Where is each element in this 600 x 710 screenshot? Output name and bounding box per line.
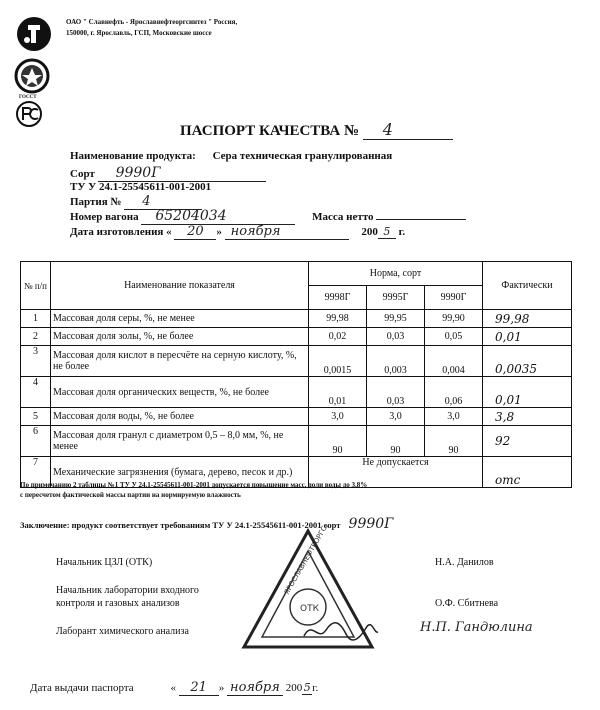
date-label: Дата изготовления « xyxy=(70,226,172,238)
table-row xyxy=(21,346,572,377)
row-name: Массовая доля кислот в пересчёте на серную кислоту, %, не более xyxy=(51,346,309,377)
footnote-line-1: По примечанию 2 таблицы №1 ТУ У 24.1-25545611-001-2001 допускается повышение масс. доли воды до 3.8% xyxy=(20,481,368,489)
role-2b: контроля и газовых анализов xyxy=(56,598,180,609)
stamp-center-text: ОТК xyxy=(300,604,319,614)
table-row xyxy=(21,328,572,346)
row-name: Массовая доля гранул с диаметром 0,5 – 8,0 мм, %, не менее xyxy=(51,426,309,457)
row-norm-3: 3,0 xyxy=(425,408,483,426)
row-actual: 0,01 xyxy=(483,377,572,408)
table-row xyxy=(21,408,572,426)
header-norm: Норма, сорт xyxy=(309,262,483,286)
row-name: Массовая доля органических веществ, %, не более xyxy=(51,377,309,408)
grade-label: Сорт xyxy=(70,168,95,180)
company-line-1: ОАО " Славнефть - Ярославнефтеоргсинтез " Россия, xyxy=(66,18,238,26)
row-name: Массовая доля воды, %, не более xyxy=(51,408,309,426)
grade-value: 9990Г xyxy=(98,165,266,182)
conclusion-text: Заключение: продукт соответствует требованиям ТУ У 24.1-25545611-001-2001 сорт xyxy=(20,520,341,530)
row-actual: 3,8 xyxy=(483,408,572,426)
row-norm-1: 0,0015 xyxy=(309,346,367,377)
issue-g: г. xyxy=(312,682,319,694)
header-actual: Фактически xyxy=(483,262,572,310)
row-norm-3: 0,06 xyxy=(425,377,483,408)
issue-label: Дата выдачи паспорта xyxy=(30,682,134,694)
date-year-prefix: 200 xyxy=(361,226,378,238)
role-2a: Начальник лаборатории входного xyxy=(56,585,199,596)
manufacture-date-row: Дата изготовления « 20 » ноября 200 5 г. xyxy=(70,224,406,239)
footnote-line-2: с пересчетом фактической массы партии на нормируемую влажность xyxy=(20,491,241,499)
row-norm-3: 90 xyxy=(425,426,483,457)
date-month: ноября xyxy=(225,224,349,240)
row-norm-2: 0,03 xyxy=(367,377,425,408)
net-mass-value xyxy=(376,209,466,220)
role-1: Начальник ЦЗЛ (ОТК) xyxy=(56,557,153,568)
title-text: ПАСПОРТ КАЧЕСТВА № xyxy=(180,123,360,139)
issue-month: ноября xyxy=(227,680,283,696)
row-actual: 99,98 xyxy=(483,310,572,328)
row-name: Механические загрязнения (бумага, дерево, песок и др.) xyxy=(51,457,309,488)
row-no: 4 xyxy=(21,377,51,408)
wagon-row xyxy=(70,208,466,225)
row-norm-2: 90 xyxy=(367,426,425,457)
quality-table xyxy=(20,261,572,488)
row-norm-1: 99,98 xyxy=(309,310,367,328)
row-norm-2: 0,03 xyxy=(367,328,425,346)
table-row xyxy=(21,426,572,457)
company-line-2: 150000, г. Ярославль, ГСП, Московские шоссе xyxy=(66,29,212,37)
stamp-text xyxy=(283,525,378,596)
header-name: Наименование показателя xyxy=(51,262,309,310)
row-norm-1: 0,02 xyxy=(309,328,367,346)
table-row xyxy=(21,310,572,328)
header-grade-1: 9998Г xyxy=(309,286,367,310)
row-norm-2: 99,95 xyxy=(367,310,425,328)
row-name: Массовая доля золы, %, не более xyxy=(51,328,309,346)
batch-label: Партия № xyxy=(70,196,122,208)
issue-year-prefix: 200 xyxy=(285,682,303,694)
row-norm-1: 90 xyxy=(309,426,367,457)
row-name: Массовая доля серы, %, не менее xyxy=(51,310,309,328)
net-mass-label: Масса нетто xyxy=(312,211,374,223)
header-grade-3: 9990Г xyxy=(425,286,483,310)
name-1: Н.А. Данилов xyxy=(435,557,494,568)
row-actual: отс xyxy=(483,457,572,488)
stamp-ring-text xyxy=(283,525,378,596)
page-title xyxy=(180,120,453,140)
row-norm-2: 3,0 xyxy=(367,408,425,426)
wagon-value: 65204034 xyxy=(141,208,295,225)
row-actual: 0,01 xyxy=(483,328,572,346)
row-no: 3 xyxy=(21,346,51,377)
cert-caption: ГОССТ xyxy=(19,95,37,100)
table-row xyxy=(21,377,572,408)
company-logo xyxy=(16,16,52,52)
product-row xyxy=(70,150,392,162)
date-year-suffix: 5 xyxy=(378,225,396,239)
row-actual: 92 xyxy=(483,426,572,457)
role-3: Лаборант химического анализа xyxy=(56,626,189,637)
date-g: г. xyxy=(398,226,406,238)
issue-date-row: Дата выдачи паспорта « 21 » ноября 200 5 г. xyxy=(30,680,319,695)
header-grade-2: 9995Г xyxy=(367,286,425,310)
row-norm-3: 0,05 xyxy=(425,328,483,346)
row-no: 7 xyxy=(21,457,51,488)
handwritten-signature xyxy=(300,616,380,644)
row-norm-1: 3,0 xyxy=(309,408,367,426)
row-norm-3: 0,004 xyxy=(425,346,483,377)
issue-open-quote: « xyxy=(170,682,176,694)
row-norm-3: 99,90 xyxy=(425,310,483,328)
row-no: 6 xyxy=(21,426,51,457)
issue-day: 21 xyxy=(179,680,219,696)
header-no: № п/п xyxy=(21,262,51,310)
row-no: 5 xyxy=(21,408,51,426)
conclusion-grade: 9990Г xyxy=(348,516,394,532)
row-norm-merged: Не допускается xyxy=(309,457,483,488)
rst-cert-icon xyxy=(14,100,46,130)
product-value: Сера техническая гранулированная xyxy=(212,150,393,162)
passport-number: 4 xyxy=(363,120,453,140)
row-norm-1: 0,01 xyxy=(309,377,367,408)
name-2: О.Ф. Сбитнева xyxy=(435,598,499,609)
quality-emblem-icon xyxy=(14,58,50,94)
signature-3-name: Н.П. Гандюлина xyxy=(420,620,533,635)
row-no: 1 xyxy=(21,310,51,328)
row-norm-2: 0,003 xyxy=(367,346,425,377)
tu-row: ТУ У 24.1-25545611-001-2001 xyxy=(70,181,212,193)
grade-row xyxy=(70,165,266,182)
row-actual: 0,0035 xyxy=(483,346,572,377)
row-no: 2 xyxy=(21,328,51,346)
batch-value: 4 xyxy=(124,194,202,210)
product-label: Наименование продукта: xyxy=(70,150,196,162)
issue-year-suffix: 5 xyxy=(303,681,311,694)
date-day: 20 xyxy=(174,224,216,240)
wagon-label: Номер вагона xyxy=(70,211,139,223)
